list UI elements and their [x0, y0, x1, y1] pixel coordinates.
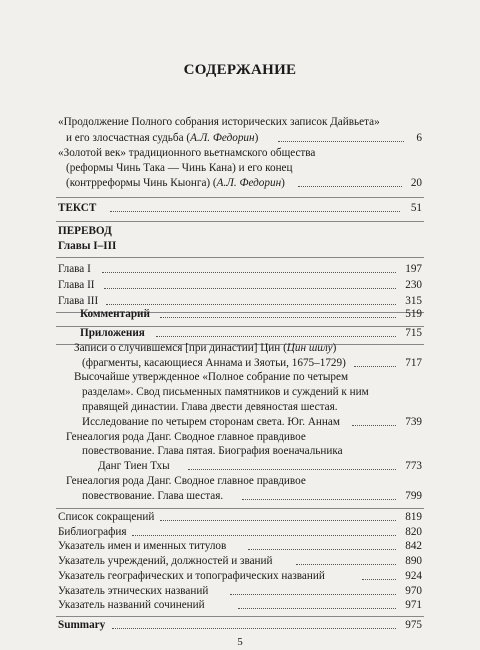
- dot-leader: [102, 272, 396, 273]
- toc-entry-text: (реформы Чинь Така — Чинь Кана) и его конец: [66, 162, 293, 174]
- toc-line: [0, 385, 480, 400]
- page-ref: 315: [405, 295, 422, 307]
- page-ref: 924: [405, 570, 422, 582]
- page-ref: 519: [405, 308, 422, 320]
- toc-entry-text: Генеалогия рода Данг. Сводное главное правдивое: [66, 475, 306, 487]
- dot-leader: [362, 579, 396, 580]
- toc-line: [0, 525, 480, 540]
- page-ref: 842: [405, 540, 422, 552]
- toc-line: [0, 459, 480, 474]
- toc-entry-text: и его злосчастная судьба (А.Л. Федорин): [66, 132, 259, 144]
- section-heading: ПЕРЕВОД: [58, 225, 112, 237]
- toc-entry-text: Глава I: [58, 263, 91, 275]
- page-ref: 20: [410, 177, 422, 189]
- toc-entry-text: (фрагменты, касающиеся Аннама и Зяотьи, 1675–1729): [82, 357, 346, 369]
- toc-line: [0, 444, 480, 459]
- section-heading: ТЕКСТ: [58, 202, 97, 214]
- toc-entry-text: Указатель имен и именных титулов: [58, 540, 227, 552]
- page-ref: 51: [410, 202, 422, 214]
- dot-leader: [160, 317, 396, 318]
- page-ref: 715: [405, 327, 422, 339]
- dot-leader: [132, 535, 396, 536]
- toc-entry-text: Записи о случившемся [при династии] Цин (Цин шилу): [74, 342, 337, 354]
- toc-line: [0, 584, 480, 599]
- dot-leader: [238, 608, 396, 609]
- page-ref: 230: [405, 279, 422, 291]
- page-ref: 197: [405, 263, 422, 275]
- toc-line: [0, 307, 480, 322]
- dot-leader: [298, 186, 402, 187]
- toc-line: [0, 341, 480, 356]
- page-ref: 890: [405, 555, 422, 567]
- section-rule: [56, 197, 424, 198]
- toc-line: [0, 474, 480, 489]
- subsection-heading: Комментарий: [80, 308, 150, 320]
- toc-entry-text: Указатель географических и топографических названий: [58, 570, 325, 582]
- page-ref: 820: [405, 526, 422, 538]
- toc-entry-text: разделам». Свод письменных памятников и суждений к ним: [82, 386, 369, 398]
- toc-line: [0, 415, 480, 430]
- toc-line: [0, 146, 480, 161]
- dot-leader: [248, 549, 396, 550]
- page-ref: 971: [405, 599, 422, 611]
- page-ref: 799: [405, 490, 422, 502]
- page-ref: 6: [416, 132, 422, 144]
- subsection-heading: Приложения: [80, 327, 145, 339]
- dot-leader: [354, 366, 396, 367]
- toc-entry-text: правящей династии. Глава двести девяностая шестая.: [82, 401, 338, 413]
- dot-leader: [104, 288, 396, 289]
- toc-line: [0, 356, 480, 371]
- toc-entry-text: Указатель этнических названий: [58, 585, 209, 597]
- toc-line: [0, 370, 480, 385]
- toc-entry-text: Генеалогия рода Данг. Сводное главное правдивое: [66, 431, 306, 443]
- toc-line: [0, 430, 480, 445]
- toc-entry-text: Данг Тиен Тхы: [98, 460, 170, 472]
- toc-line: [0, 400, 480, 415]
- page-ref: 819: [405, 511, 422, 523]
- section-rule: [56, 257, 424, 258]
- toc-entry-text: Библиография: [58, 526, 127, 538]
- dot-leader: [242, 499, 396, 500]
- page-number: 5: [237, 636, 243, 648]
- dot-leader: [156, 336, 396, 337]
- toc-entry-text: Глава III: [58, 295, 99, 307]
- dot-leader: [296, 564, 396, 565]
- toc-entry-text: «Продолжение Полного собрания исторических записок Дайвьета»: [58, 116, 380, 128]
- toc-entry-text: Исследование по четырем сторонам света. Юг. Аннам: [82, 416, 340, 428]
- toc-line: [0, 224, 480, 239]
- toc-line: [0, 598, 480, 613]
- page-ref: 975: [405, 619, 422, 631]
- dot-leader: [188, 469, 396, 470]
- section-rule: [56, 616, 424, 617]
- toc-entry-text: Список сокращений: [58, 511, 155, 523]
- toc-line: [0, 539, 480, 554]
- section-rule: [56, 508, 424, 509]
- toc-entry-text: повествование. Глава пятая. Биография военачальника: [82, 445, 343, 457]
- toc-entry-text: Высочайше утвержденное «Полное собрание по четырем: [74, 371, 349, 383]
- toc-line: [0, 618, 480, 633]
- toc-line: [0, 239, 480, 254]
- toc-line: [0, 176, 480, 191]
- toc-line: [0, 489, 480, 504]
- toc-line: [0, 278, 480, 293]
- work-title: Цин шилу: [286, 342, 333, 354]
- author-name: А.Л. Федорин: [216, 177, 282, 189]
- subsection-heading: Главы I–III: [58, 240, 117, 252]
- page-title: СОДЕРЖАНИЕ: [183, 62, 297, 78]
- page-ref: 717: [405, 357, 422, 369]
- section-heading: Summary: [58, 619, 106, 631]
- toc-line: [0, 131, 480, 146]
- dot-leader: [160, 520, 396, 521]
- section-rule: [56, 221, 424, 222]
- dot-leader: [110, 211, 400, 212]
- page-ref: 773: [405, 460, 422, 472]
- dot-leader: [230, 594, 396, 595]
- dot-leader: [106, 304, 396, 305]
- toc-line: [0, 161, 480, 176]
- toc-entry-text: повествование. Глава шестая.: [82, 490, 224, 502]
- toc-line: [0, 262, 480, 277]
- toc-line: [0, 326, 480, 341]
- toc-line: [0, 510, 480, 525]
- toc-entry-text: Указатель учреждений, должностей и званий: [58, 555, 273, 567]
- author-name: А.Л. Федорин: [190, 132, 255, 144]
- dot-leader: [278, 141, 404, 142]
- page-ref: 739: [405, 416, 422, 428]
- toc-entry-text: Глава II: [58, 279, 95, 291]
- toc-entry-text: «Золотой век» традиционного вьетнамского общества: [58, 147, 316, 159]
- toc-entry-text: Указатель названий сочинений: [58, 599, 205, 611]
- dot-leader: [112, 628, 396, 629]
- toc-line: [0, 569, 480, 584]
- toc-line: [0, 201, 480, 216]
- toc-line: [0, 115, 480, 130]
- toc-line: [0, 554, 480, 569]
- dot-leader: [352, 425, 396, 426]
- page-ref: 970: [405, 585, 422, 597]
- toc-entry-text: (контрреформы Чинь Кыонга) (А.Л. Федорин): [66, 177, 285, 189]
